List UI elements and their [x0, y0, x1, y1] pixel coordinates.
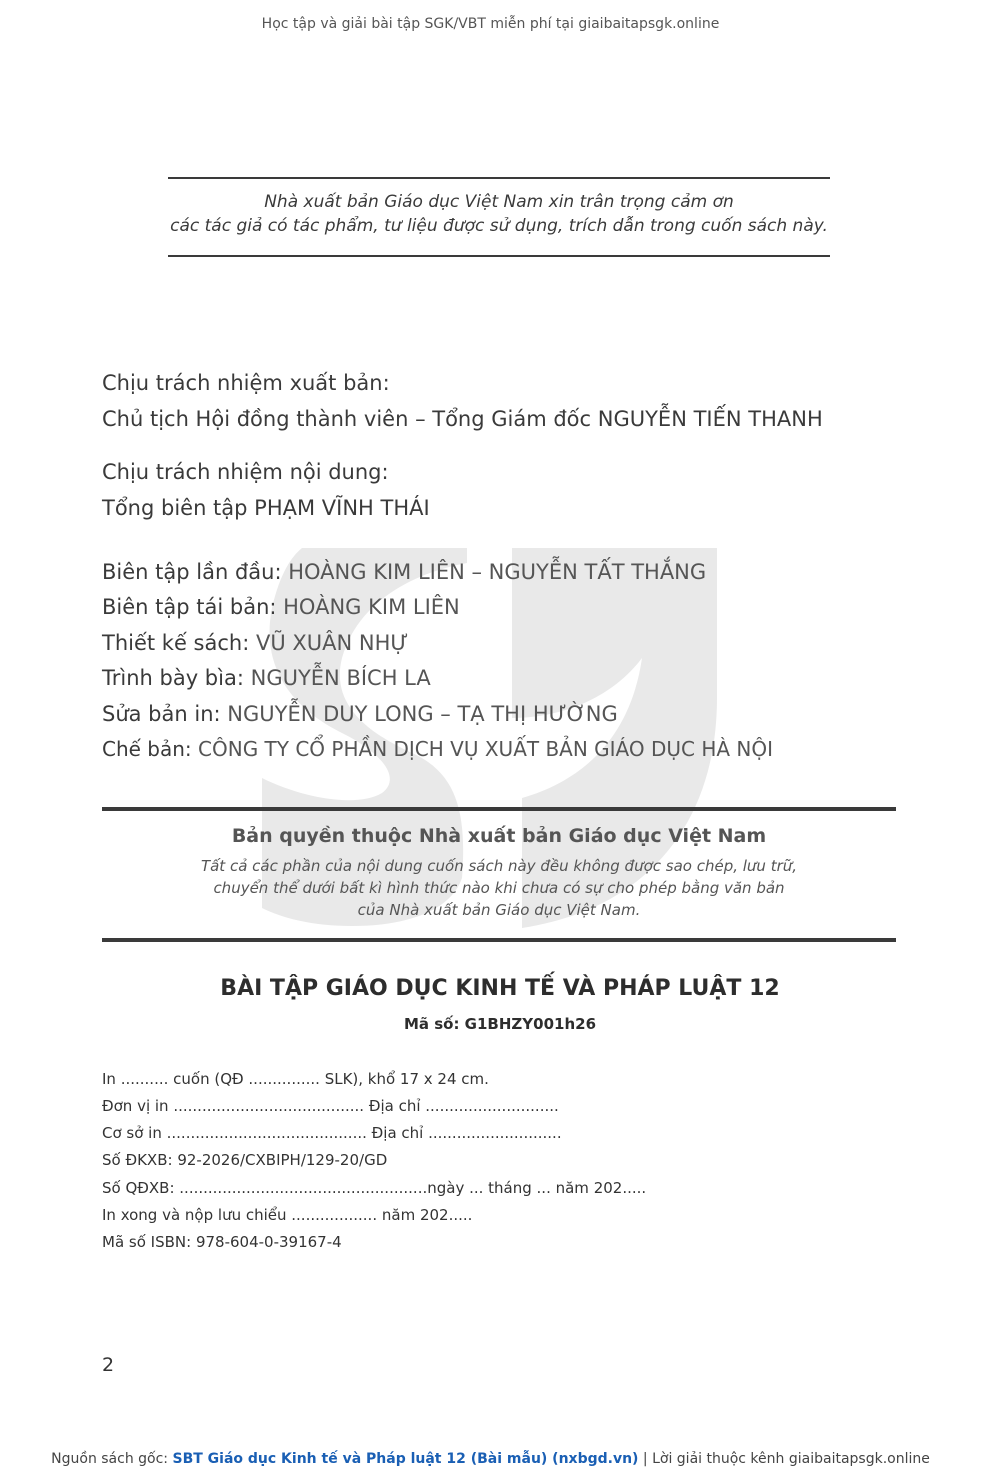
- book-code: Mã số: G1BHZY001h26: [403, 1015, 597, 1033]
- publication-info-line: Đơn vị in ........................................ Địa chỉ ............................: [102, 1097, 559, 1115]
- credit-row: [102, 595, 460, 619]
- credit-row: [102, 702, 618, 726]
- publication-info-line: Mã số ISBN: 978-604-0-39167-4: [102, 1233, 342, 1251]
- credit-label: Biên tập lần đầu:: [102, 560, 282, 584]
- credit-row: [102, 560, 706, 584]
- thanks-top-rule: [168, 177, 830, 179]
- publication-info-line: In xong và nộp lưu chiểu .................. năm 202.....: [102, 1206, 473, 1224]
- footer-source: [0, 1451, 981, 1467]
- copyright-title: Bản quyền thuộc Nhà xuất bản Giáo dục Việt Nam: [231, 825, 767, 847]
- footer-prefix: Nguồn sách gốc:: [51, 1451, 173, 1467]
- credit-value: NGUYỄN BÍCH LA: [250, 666, 431, 690]
- credit-row: [102, 666, 431, 690]
- credit-value: VŨ XUÂN NHỰ: [256, 631, 409, 655]
- credit-label: Trình bày bìa:: [102, 666, 244, 690]
- footer-source-link[interactable]: SBT Giáo dục Kinh tế và Pháp luật 12 (Bài mẫu) (nxbgd.vn): [172, 1451, 639, 1467]
- credit-row: [102, 631, 408, 655]
- credit-label: Sửa bản in:: [102, 702, 221, 726]
- publication-info-line: In .......... cuốn (QĐ ............... SLK), khổ 17 x 24 cm.: [102, 1070, 489, 1088]
- credit-value: CÔNG TY CỔ PHẦN DỊCH VỤ XUẤT BẢN GIÁO DỤC HÀ NỘI: [198, 737, 774, 761]
- credit-row: [102, 737, 773, 761]
- copyright-line-1: Tất cả các phần của nội dung cuốn sách này đều không được sao chép, lưu trữ,: [200, 857, 798, 875]
- content-responsibility-value: Tổng biên tập PHẠM VĨNH THÁI: [102, 496, 430, 520]
- credit-label: Thiết kế sách:: [102, 631, 250, 655]
- copyright-bottom-rule: [102, 938, 896, 942]
- page-number: 2: [102, 1354, 115, 1376]
- copyright-line-2: chuyển thể dưới bất kì hình thức nào khi chưa có sự cho phép bằng văn bản: [213, 879, 785, 897]
- credit-value: NGUYỄN DUY LONG – TẠ THỊ HƯỜNG: [227, 702, 618, 726]
- publication-info-line: Số QĐXB: ....................................................ngày ... tháng ... năm 202.....: [102, 1179, 647, 1197]
- book-title: BÀI TẬP GIÁO DỤC KINH TẾ VÀ PHÁP LUẬT 12: [220, 976, 780, 1001]
- footer-suffix: | Lời giải thuộc kênh giaibaitapsgk.online: [638, 1451, 930, 1467]
- publishing-responsibility-value: Chủ tịch Hội đồng thành viên – Tổng Giám đốc NGUYỄN TIẾN THANH: [102, 407, 823, 431]
- thanks-line-1: Nhà xuất bản Giáo dục Việt Nam xin trân trọng cảm ơn: [264, 192, 734, 212]
- credit-value: HOÀNG KIM LIÊN – NGUYỄN TẤT THẮNG: [288, 560, 707, 584]
- publication-info-line: Cơ sở in .......................................... Địa chỉ ............................: [102, 1124, 562, 1142]
- thanks-line-2: các tác giả có tác phẩm, tư liệu được sử dụng, trích dẫn trong cuốn sách này.: [170, 216, 828, 236]
- thanks-bottom-rule: [168, 255, 830, 257]
- content-responsibility-label: Chịu trách nhiệm nội dung:: [102, 460, 389, 484]
- header-note: Học tập và giải bài tập SGK/VBT miễn phí tại giaibaitapsgk.online: [261, 16, 720, 32]
- copyright-top-rule: [102, 807, 896, 811]
- credit-value: HOÀNG KIM LIÊN: [283, 595, 460, 619]
- publication-info-line: Số ĐKXB: 92-2026/CXBIPH/129-20/GD: [102, 1151, 388, 1169]
- credit-label: Chế bản:: [102, 737, 192, 761]
- publishing-responsibility-label: Chịu trách nhiệm xuất bản:: [102, 371, 390, 395]
- credit-label: Biên tập tái bản:: [102, 595, 277, 619]
- copyright-line-3: của Nhà xuất bản Giáo dục Việt Nam.: [357, 901, 641, 919]
